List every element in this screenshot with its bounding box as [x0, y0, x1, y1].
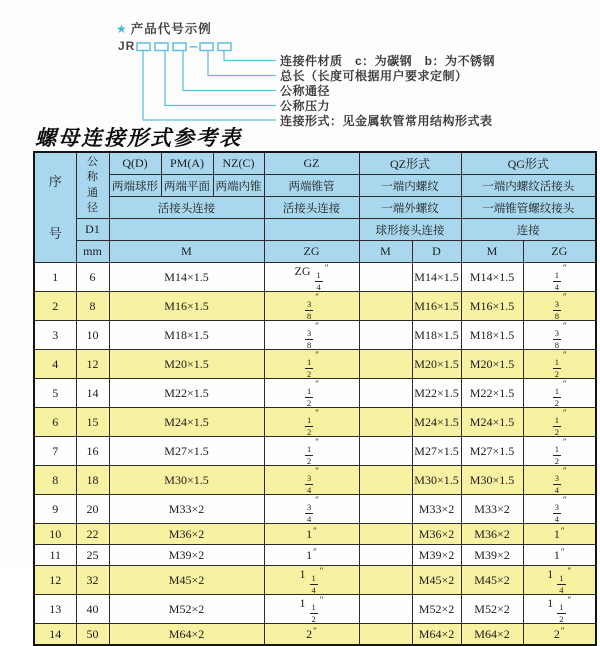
cell-gz: $\frac{1}{2}$ ″: [264, 408, 359, 437]
fraction: $\frac{3}{8}$: [554, 328, 559, 350]
cell-qg-m: M52×2: [461, 595, 523, 624]
cell-qg-zg: 1 $\frac{1}{2}$ ″: [523, 595, 596, 624]
cell-gz: $\frac{3}{4}$ ″: [264, 495, 359, 524]
header-qz-conn: 球形接头连接: [359, 219, 461, 241]
header-qz-desc2: 一端外螺纹: [359, 197, 461, 219]
cell-qz-d: M14×1.5: [412, 263, 461, 292]
cell-qz-d: M30×1.5: [412, 466, 461, 495]
cell-m: M45×2: [109, 566, 264, 595]
cell-m: M18×1.5: [109, 321, 264, 350]
table-row: [34, 321, 596, 350]
fraction: $\frac{1}{4}$: [559, 573, 564, 595]
cell-qg-zg: $\frac{3}{4}$ ″: [523, 495, 596, 524]
product-code-heading-text: 产品代号示例: [130, 22, 212, 36]
cell-dn: 40: [76, 595, 109, 624]
header-qz-unit-d: D: [412, 241, 461, 263]
cell-m: M30×1.5: [109, 466, 264, 495]
cell-qz-m: [359, 545, 412, 566]
header-code-qg: QG形式: [461, 152, 596, 175]
cell-qz-m: [359, 524, 412, 545]
fraction: $\frac{3}{4}$: [307, 473, 312, 495]
cell-qg-zg: $\frac{1}{2}$ ″: [523, 408, 596, 437]
header-col-no-text: 序 号: [48, 174, 62, 241]
header-qg-unit-zg: ZG: [523, 241, 596, 263]
header-empty-gz: [264, 219, 359, 241]
table-row: [34, 292, 596, 321]
cell-qg-m: M36×2: [461, 524, 523, 545]
header-code-nzc: NZ(C): [213, 152, 264, 175]
cell-gz: 1″: [264, 524, 359, 545]
cell-m: M52×2: [109, 595, 264, 624]
cell-m: M27×1.5: [109, 437, 264, 466]
cell-no: 7: [34, 437, 76, 466]
cell-qz-d: M39×2: [412, 545, 461, 566]
header-desc-qz: 一端内螺纹: [359, 175, 461, 197]
cell-qz-d: M20×1.5: [412, 350, 461, 379]
cell-qz-m: [359, 624, 412, 646]
header-unit-m: M: [109, 241, 264, 263]
header-desc-pma: 两端平面: [161, 175, 213, 197]
cell-dn: 12: [76, 350, 109, 379]
cell-qg-m: M39×2: [461, 545, 523, 566]
cell-qz-d: M22×1.5: [412, 379, 461, 408]
table-row: [34, 263, 596, 292]
fraction: $\frac{1}{2}$: [307, 357, 312, 379]
cell-qg-m: M24×1.5: [461, 408, 523, 437]
cell-qz-m: [359, 466, 412, 495]
cell-qz-m: [359, 566, 412, 595]
cell-qg-zg: $\frac{3}{8}$ ″: [523, 292, 596, 321]
cell-gz: $\frac{1}{2}$ ″: [264, 350, 359, 379]
table-row: [34, 408, 596, 437]
table-row: [34, 524, 596, 545]
cell-qg-m: M20×1.5: [461, 350, 523, 379]
product-code-prefix: JR: [118, 39, 136, 53]
cell-dn: 18: [76, 466, 109, 495]
header-code-qz: QZ形式: [359, 152, 461, 175]
cell-qz-m: [359, 379, 412, 408]
cell-no: 3: [34, 321, 76, 350]
cell-gz: 1 $\frac{1}{2}$ ″: [264, 595, 359, 624]
cell-dn: 15: [76, 408, 109, 437]
cell-dn: 50: [76, 624, 109, 646]
code-label-pressure: 公称压力: [280, 99, 331, 113]
header-qg-unit-m: M: [461, 241, 523, 263]
table-title: 螺母连接形式参考表: [35, 125, 242, 150]
cell-qz-d: M52×2: [412, 595, 461, 624]
table-row: [34, 595, 596, 624]
header-qg-conn: 连接: [461, 219, 596, 241]
cell-gz: $\frac{1}{2}$ ″: [264, 437, 359, 466]
cell-gz: $\frac{3}{8}$ ″: [264, 292, 359, 321]
cell-qg-m: M14×1.5: [461, 263, 523, 292]
header-qg-desc2: 一端锥管螺纹接头: [461, 197, 596, 219]
fraction: $\frac{1}{2}$: [554, 444, 559, 466]
cell-qz-m: [359, 595, 412, 624]
cell-qg-zg: 1″: [523, 545, 596, 566]
cell-qg-m: M45×2: [461, 566, 523, 595]
cell-gz: 1″: [264, 545, 359, 566]
cell-dn: 32: [76, 566, 109, 595]
header-qz-unit-m: M: [359, 241, 412, 263]
code-label-length: 总长（长度可根据用户要求定制）: [280, 69, 468, 83]
header-desc-qg: 一端内螺纹活接头: [461, 175, 596, 197]
header-unit-zg: ZG: [264, 241, 359, 263]
fraction: $\frac{1}{2}$: [554, 386, 559, 408]
cell-gz: $\frac{1}{2}$ ″: [264, 379, 359, 408]
cell-m: M24×1.5: [109, 408, 264, 437]
cell-qz-m: [359, 437, 412, 466]
header-code-pma: PM(A): [161, 152, 213, 175]
fraction: $\frac{1}{2}$: [559, 602, 564, 624]
cell-no: 12: [34, 566, 76, 595]
cell-qg-zg: $\frac{1}{2}$ ″: [523, 379, 596, 408]
fraction: $\frac{3}{8}$: [307, 328, 312, 350]
cell-no: 4: [34, 350, 76, 379]
header-code-qd: Q(D): [109, 152, 161, 175]
table-row: [34, 566, 596, 595]
fraction: $\frac{1}{2}$: [554, 415, 559, 437]
cell-qg-zg: $\frac{1}{2}$ ″: [523, 437, 596, 466]
cell-no: 5: [34, 379, 76, 408]
cell-qg-zg: $\frac{1}{4}$ ″: [523, 263, 596, 292]
table-row: [34, 495, 596, 524]
cell-dn: 16: [76, 437, 109, 466]
cell-qg-m: M64×2: [461, 624, 523, 646]
header-col-dn: [76, 152, 109, 219]
code-label-diameter: 公称通径: [280, 84, 331, 98]
table-row: [34, 466, 596, 495]
cell-qz-m: [359, 292, 412, 321]
cell-dn: 22: [76, 524, 109, 545]
cell-qz-d: M16×1.5: [412, 292, 461, 321]
fraction: $\frac{3}{8}$: [554, 299, 559, 321]
header-gz-conn: 活接头连接: [264, 197, 359, 219]
cell-m: M33×2: [109, 495, 264, 524]
cell-no: 13: [34, 595, 76, 624]
nut-connection-table: [33, 151, 597, 646]
header-desc-gz: 两端锥管: [264, 175, 359, 197]
fraction: $\frac{1}{2}$: [554, 357, 559, 379]
star-icon: ★: [116, 22, 128, 36]
code-label-connection: 连接形式：见金属软管常用结构形式表: [280, 113, 493, 128]
header-col-no: [34, 152, 76, 263]
cell-dn: 8: [76, 292, 109, 321]
cell-no: 9: [34, 495, 76, 524]
cell-qz-m: [359, 263, 412, 292]
cell-m: M14×1.5: [109, 263, 264, 292]
cell-qg-zg: 1″: [523, 524, 596, 545]
cell-qz-d: M27×1.5: [412, 437, 461, 466]
fraction: $\frac{3}{4}$: [554, 473, 559, 495]
cell-no: 11: [34, 545, 76, 566]
cell-qg-m: M33×2: [461, 495, 523, 524]
fraction: $\frac{1}{2}$: [307, 415, 312, 437]
cell-gz: 1 $\frac{1}{4}$ ″: [264, 566, 359, 595]
cell-qz-m: [359, 321, 412, 350]
cell-no: 8: [34, 466, 76, 495]
cell-gz: $\frac{3}{4}$ ″: [264, 466, 359, 495]
cell-no: 10: [34, 524, 76, 545]
table-row: [34, 624, 596, 646]
cell-m: M64×2: [109, 624, 264, 646]
cell-qg-zg: $\frac{3}{8}$ ″: [523, 321, 596, 350]
cell-dn: 20: [76, 495, 109, 524]
header-desc-qd: 两端球形: [109, 175, 161, 197]
header-union-conn: 活接头连接: [109, 197, 264, 219]
header-col-dn-text: 公 称 通 径: [87, 155, 98, 215]
cell-qg-zg: 2″: [523, 624, 596, 646]
cell-qg-zg: $\frac{3}{4}$ ″: [523, 466, 596, 495]
header-mm: mm: [76, 241, 109, 263]
header-d1: D1: [76, 219, 109, 241]
cell-qz-m: [359, 350, 412, 379]
header-empty-left: [109, 219, 264, 241]
cell-qg-zg: $\frac{1}{2}$ ″: [523, 350, 596, 379]
cell-qz-d: M45×2: [412, 566, 461, 595]
table-row: [34, 379, 596, 408]
header-code-gz: GZ: [264, 152, 359, 175]
fraction: $\frac{3}{4}$: [307, 502, 312, 524]
cell-qz-d: M33×2: [412, 495, 461, 524]
cell-qz-d: M36×2: [412, 524, 461, 545]
cell-qg-zg: 1 $\frac{1}{4}$ ″: [523, 566, 596, 595]
cell-qz-d: M18×1.5: [412, 321, 461, 350]
fraction: $\frac{1}{4}$: [311, 573, 316, 595]
cell-no: 2: [34, 292, 76, 321]
fraction: $\frac{3}{8}$: [307, 299, 312, 321]
cell-qg-m: M30×1.5: [461, 466, 523, 495]
cell-gz: $\frac{3}{8}$ ″: [264, 321, 359, 350]
cell-qg-m: M18×1.5: [461, 321, 523, 350]
cell-m: M36×2: [109, 524, 264, 545]
fraction: $\frac{1}{4}$: [316, 270, 321, 292]
table-row: [34, 437, 596, 466]
fraction: $\frac{1}{2}$: [307, 444, 312, 466]
code-label-material: 连接件材质 c：为碳钢 b：为不锈钢: [280, 54, 496, 68]
cell-no: 6: [34, 408, 76, 437]
cell-m: M20×1.5: [109, 350, 264, 379]
cell-gz: ZG $\frac{1}{4}$ ″: [264, 263, 359, 292]
cell-m: M22×1.5: [109, 379, 264, 408]
fraction: $\frac{3}{4}$: [554, 502, 559, 524]
table-row: [34, 545, 596, 566]
cell-no: 14: [34, 624, 76, 646]
cell-qz-m: [359, 495, 412, 524]
cell-qz-d: M64×2: [412, 624, 461, 646]
cell-gz: 2″: [264, 624, 359, 646]
cell-qg-m: M16×1.5: [461, 292, 523, 321]
fraction: $\frac{1}{2}$: [307, 386, 312, 408]
cell-qz-d: M24×1.5: [412, 408, 461, 437]
cell-dn: 14: [76, 379, 109, 408]
cell-no: 1: [34, 263, 76, 292]
table-body: [34, 263, 596, 646]
cell-m: M16×1.5: [109, 292, 264, 321]
cell-dn: 25: [76, 545, 109, 566]
table-row: [34, 350, 596, 379]
cell-qg-m: M27×1.5: [461, 437, 523, 466]
cell-dn: 10: [76, 321, 109, 350]
table-header: [34, 152, 596, 263]
cell-qg-m: M22×1.5: [461, 379, 523, 408]
header-desc-nzc: 两端内锥: [213, 175, 264, 197]
cell-qz-m: [359, 408, 412, 437]
cell-m: M39×2: [109, 545, 264, 566]
fraction: $\frac{1}{4}$: [554, 270, 559, 292]
cell-dn: 6: [76, 263, 109, 292]
fraction: $\frac{1}{2}$: [311, 602, 316, 624]
